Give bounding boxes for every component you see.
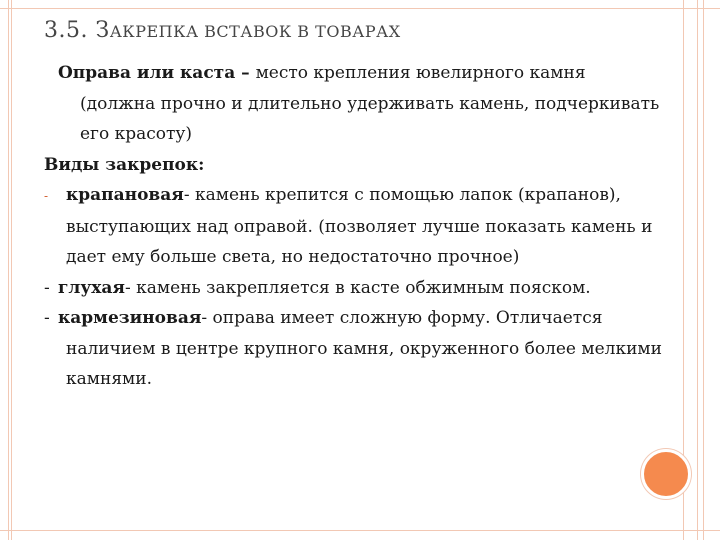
intro-term: Оправа или каста	[58, 63, 236, 83]
frame-right-line-2	[697, 0, 698, 540]
intro-text: место крепления ювелирного камня (должна прочно и длительно удерживать камень, подчеркивать его красоту)	[80, 63, 660, 144]
intro-dash: –	[235, 63, 256, 83]
list-item-term: крапановая	[66, 185, 184, 205]
intro-paragraph	[44, 58, 664, 150]
title-prefix: 3.5. З	[44, 18, 110, 43]
list-item-dash: -	[44, 277, 50, 298]
list-item-text: - камень закрепляется в касте обжимным пояском.	[125, 277, 591, 298]
title-rest: АКРЕПКА ВСТАВОК В ТОВАРАХ	[109, 22, 401, 41]
frame-top-line	[0, 8, 720, 9]
list-item-term: глухая	[58, 277, 125, 298]
list-item	[44, 303, 664, 395]
types-heading	[44, 150, 664, 181]
frame-bottom-line	[0, 530, 720, 531]
list-item	[44, 180, 664, 273]
slide-title	[44, 18, 401, 43]
list-item-text: - камень крепится с помощью лапок (крапанов), выступающих над оправой. (позволяет лучше показать камень и дает ему больше света, но недостаточно прочное)	[66, 185, 653, 267]
frame-right-line-3	[703, 0, 704, 540]
frame-left-line-2	[11, 0, 12, 540]
slide-body	[44, 58, 664, 395]
types-heading-text: Виды закрепок:	[44, 154, 205, 175]
decorative-circle	[641, 449, 691, 499]
frame-left-line	[8, 0, 9, 540]
list-item-term: кармезиновая	[58, 308, 202, 328]
list-item-dash: -	[44, 308, 50, 328]
list-item-text: - оправа имеет сложную форму. Отличается наличием в центре крупного камня, окруженного более мелкими камнями.	[66, 308, 662, 389]
list-item	[44, 273, 664, 304]
list-item-dash: -	[44, 189, 49, 203]
